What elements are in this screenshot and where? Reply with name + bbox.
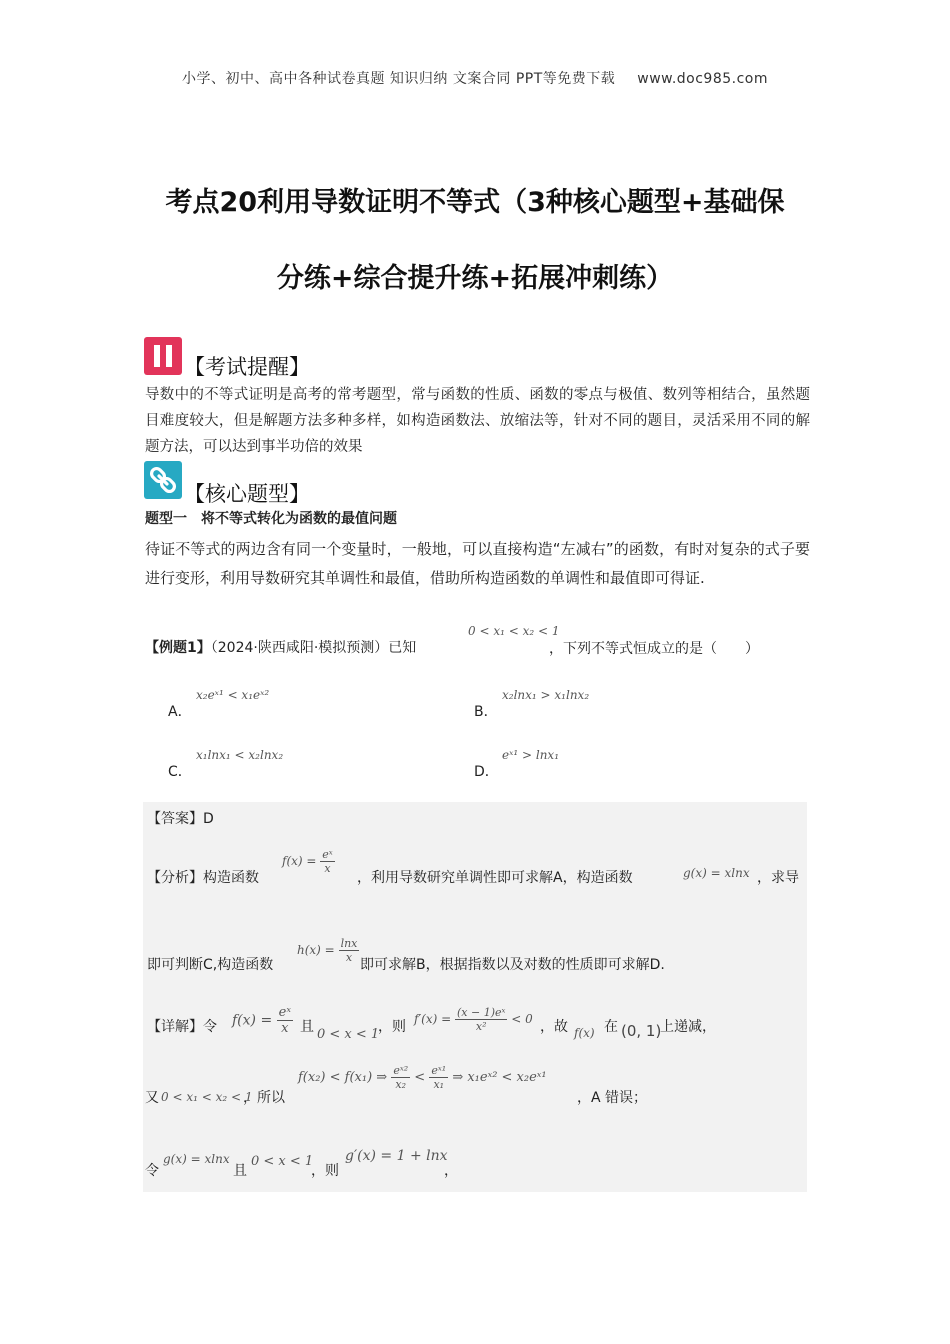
line2-frac2-num: eˣ¹ xyxy=(431,1064,447,1077)
detail-text-6: 上递减， xyxy=(660,1019,716,1035)
detail-text-3: ，则 xyxy=(378,1019,406,1035)
type1-title: 题型一 将不等式转化为函数的最值问题 xyxy=(145,511,397,527)
line3-text-2: 且 xyxy=(233,1163,247,1179)
analysis-h-lhs: h(x) = xyxy=(297,943,335,957)
type1-description: 待证不等式的两边含有同一个变量时，一般地，可以直接构造“左减右”的函数，有时对复杂的式子要进行变形，利用导数研究其单调性和最值，借助所构造函数的单调性和最值即可得证. xyxy=(145,540,810,587)
analysis-line1 xyxy=(147,867,259,887)
example1-question xyxy=(145,637,416,657)
analysis-h-fraction xyxy=(339,937,360,964)
detail-fprime-lhs: f′(x) = xyxy=(414,1012,452,1026)
reminder-section-icon xyxy=(144,337,182,375)
analysis-f-den: x xyxy=(324,862,331,875)
option-a-formula: x₂eˣ¹ < x₁eˣ² xyxy=(196,688,270,702)
analysis-f-lhs: f(x) = xyxy=(282,854,317,868)
line2-frac1-den: x₂ xyxy=(395,1078,407,1091)
option-b-formula: x₂lnx₁ > x₁lnx₂ xyxy=(502,688,590,702)
answer-line: 【答案】D xyxy=(147,811,214,827)
line3-text-1: 令 xyxy=(145,1163,159,1179)
link-icon xyxy=(144,461,182,499)
line3-range: 0 < x < 1 xyxy=(251,1154,314,1169)
detail-text-5: 在 xyxy=(604,1019,618,1035)
line2-frac1 xyxy=(391,1064,410,1091)
detail-f-num: eˣ xyxy=(278,1005,291,1020)
option-b-letter[interactable]: B． xyxy=(474,704,498,720)
example1-question-tail: ，下列不等式恒成立的是（ ） xyxy=(549,641,759,657)
analysis-text-3: ，求导 xyxy=(757,870,799,886)
analysis-h-formula xyxy=(297,937,359,964)
detail-label: 【详解】 xyxy=(147,1019,203,1035)
line2-formula-a: f(x₂) < f(x₁) ⇒ xyxy=(298,1070,388,1085)
option-d-letter[interactable]: D． xyxy=(474,764,499,780)
line2-frac1-num: eˣ² xyxy=(393,1064,409,1077)
example1-label: 【例题1】 xyxy=(145,640,211,656)
detail-text-2: 且 xyxy=(300,1019,314,1035)
option-a-letter[interactable]: A． xyxy=(168,704,192,720)
analysis-text-2: ，利用导数研究单调性即可求解A，构造函数 xyxy=(357,870,633,886)
analysis-g-formula: g(x) = xlnx xyxy=(683,866,750,880)
example1-condition: 0 < x₁ < x₂ < 1 xyxy=(468,624,560,638)
analysis-text-1: 构造函数 xyxy=(203,870,259,886)
analysis-text-4: 即可判断C,构造函数 xyxy=(147,957,274,973)
analysis-label: 【分析】 xyxy=(147,870,203,886)
line2-lt: < xyxy=(414,1070,426,1085)
analysis-text-5: 即可求解B，根据指数以及对数的性质即可求解D. xyxy=(360,957,665,973)
core-types-title: 【核心题型】 xyxy=(184,482,310,506)
exam-reminder-title: 【考试提醒】 xyxy=(184,355,310,379)
detail-line1-start xyxy=(147,1016,217,1036)
line2-condition: 0 < x₁ < x₂ < 1 xyxy=(161,1090,253,1104)
line2-frac2 xyxy=(429,1064,448,1091)
line2-text-1: 又 xyxy=(145,1090,159,1106)
detail-fprime-formula xyxy=(414,1006,533,1033)
exam-reminder-body: 导数中的不等式证明是高考的常考题型，常与函数的性质、函数的零点与极值、数列等相结合，虽然题目难度较大，但是解题方法多种多样，如构造函数法、放缩法等，针对不同的题目，灵活采用不同的解题方法，可以达到事半功倍的效果 xyxy=(145,387,810,455)
example1-source: （2024·陕西咸阳·模拟预测）已知 xyxy=(210,640,417,656)
line3-text-4: ， xyxy=(444,1163,458,1179)
detail-interval: (0, 1) xyxy=(621,1022,662,1040)
line2-text-2: ，所以 xyxy=(243,1090,285,1106)
detail-text-4: ，故 xyxy=(540,1019,568,1035)
option-d-formula: eˣ¹ > lnx₁ xyxy=(502,748,559,762)
option-c-letter[interactable]: C． xyxy=(168,764,192,780)
detail-f-lhs: f(x) = xyxy=(232,1012,273,1029)
analysis-f-formula xyxy=(282,848,335,875)
analysis-f-num: eˣ xyxy=(322,848,333,861)
analysis-h-num: lnx xyxy=(340,937,358,950)
detail-f2: f(x) xyxy=(574,1026,595,1040)
detail-fprime-num: (x − 1)eˣ xyxy=(457,1006,506,1019)
line2-formula xyxy=(298,1064,547,1091)
detail-f-den: x xyxy=(281,1021,289,1036)
option-c-formula: x₁lnx₁ < x₂lnx₂ xyxy=(196,748,284,762)
page-title-line2: 分练+综合提升练+拓展冲刺练） xyxy=(276,263,674,294)
detail-fprime-den: x² xyxy=(475,1020,487,1033)
solution-panel xyxy=(143,802,807,1192)
line2-text-3: ，A 错误； xyxy=(577,1090,648,1106)
page-header xyxy=(0,68,950,88)
analysis-f-fraction xyxy=(320,848,334,875)
detail-f-formula xyxy=(232,1005,293,1036)
detail-fprime-fraction xyxy=(455,1006,507,1033)
line2-frac2-den: x₁ xyxy=(433,1078,445,1091)
header-text: 小学、初中、高中各种试卷真题 知识归纳 文案合同 PPT等免费下载 xyxy=(181,71,616,87)
detail-fprime-tail: < 0 xyxy=(511,1012,533,1026)
line3-text-3: ，则 xyxy=(311,1163,339,1179)
line3-g: g(x) = xlnx xyxy=(163,1152,230,1166)
analysis-h-den: x xyxy=(345,951,353,964)
line3-gprime: g′(x) = 1 + lnx xyxy=(345,1148,448,1164)
detail-text-1: 令 xyxy=(203,1019,217,1035)
detail-f-fraction xyxy=(277,1005,293,1036)
page-title-line1: 考点20利用导数证明不等式（3种核心题型+基础保 xyxy=(165,187,785,218)
header-site[interactable]: www.doc985.com xyxy=(637,71,769,87)
line2-formula-b: ⇒ x₁eˣ² < x₂eˣ¹ xyxy=(452,1070,547,1085)
detail-range: 0 < x < 1 xyxy=(317,1027,380,1042)
